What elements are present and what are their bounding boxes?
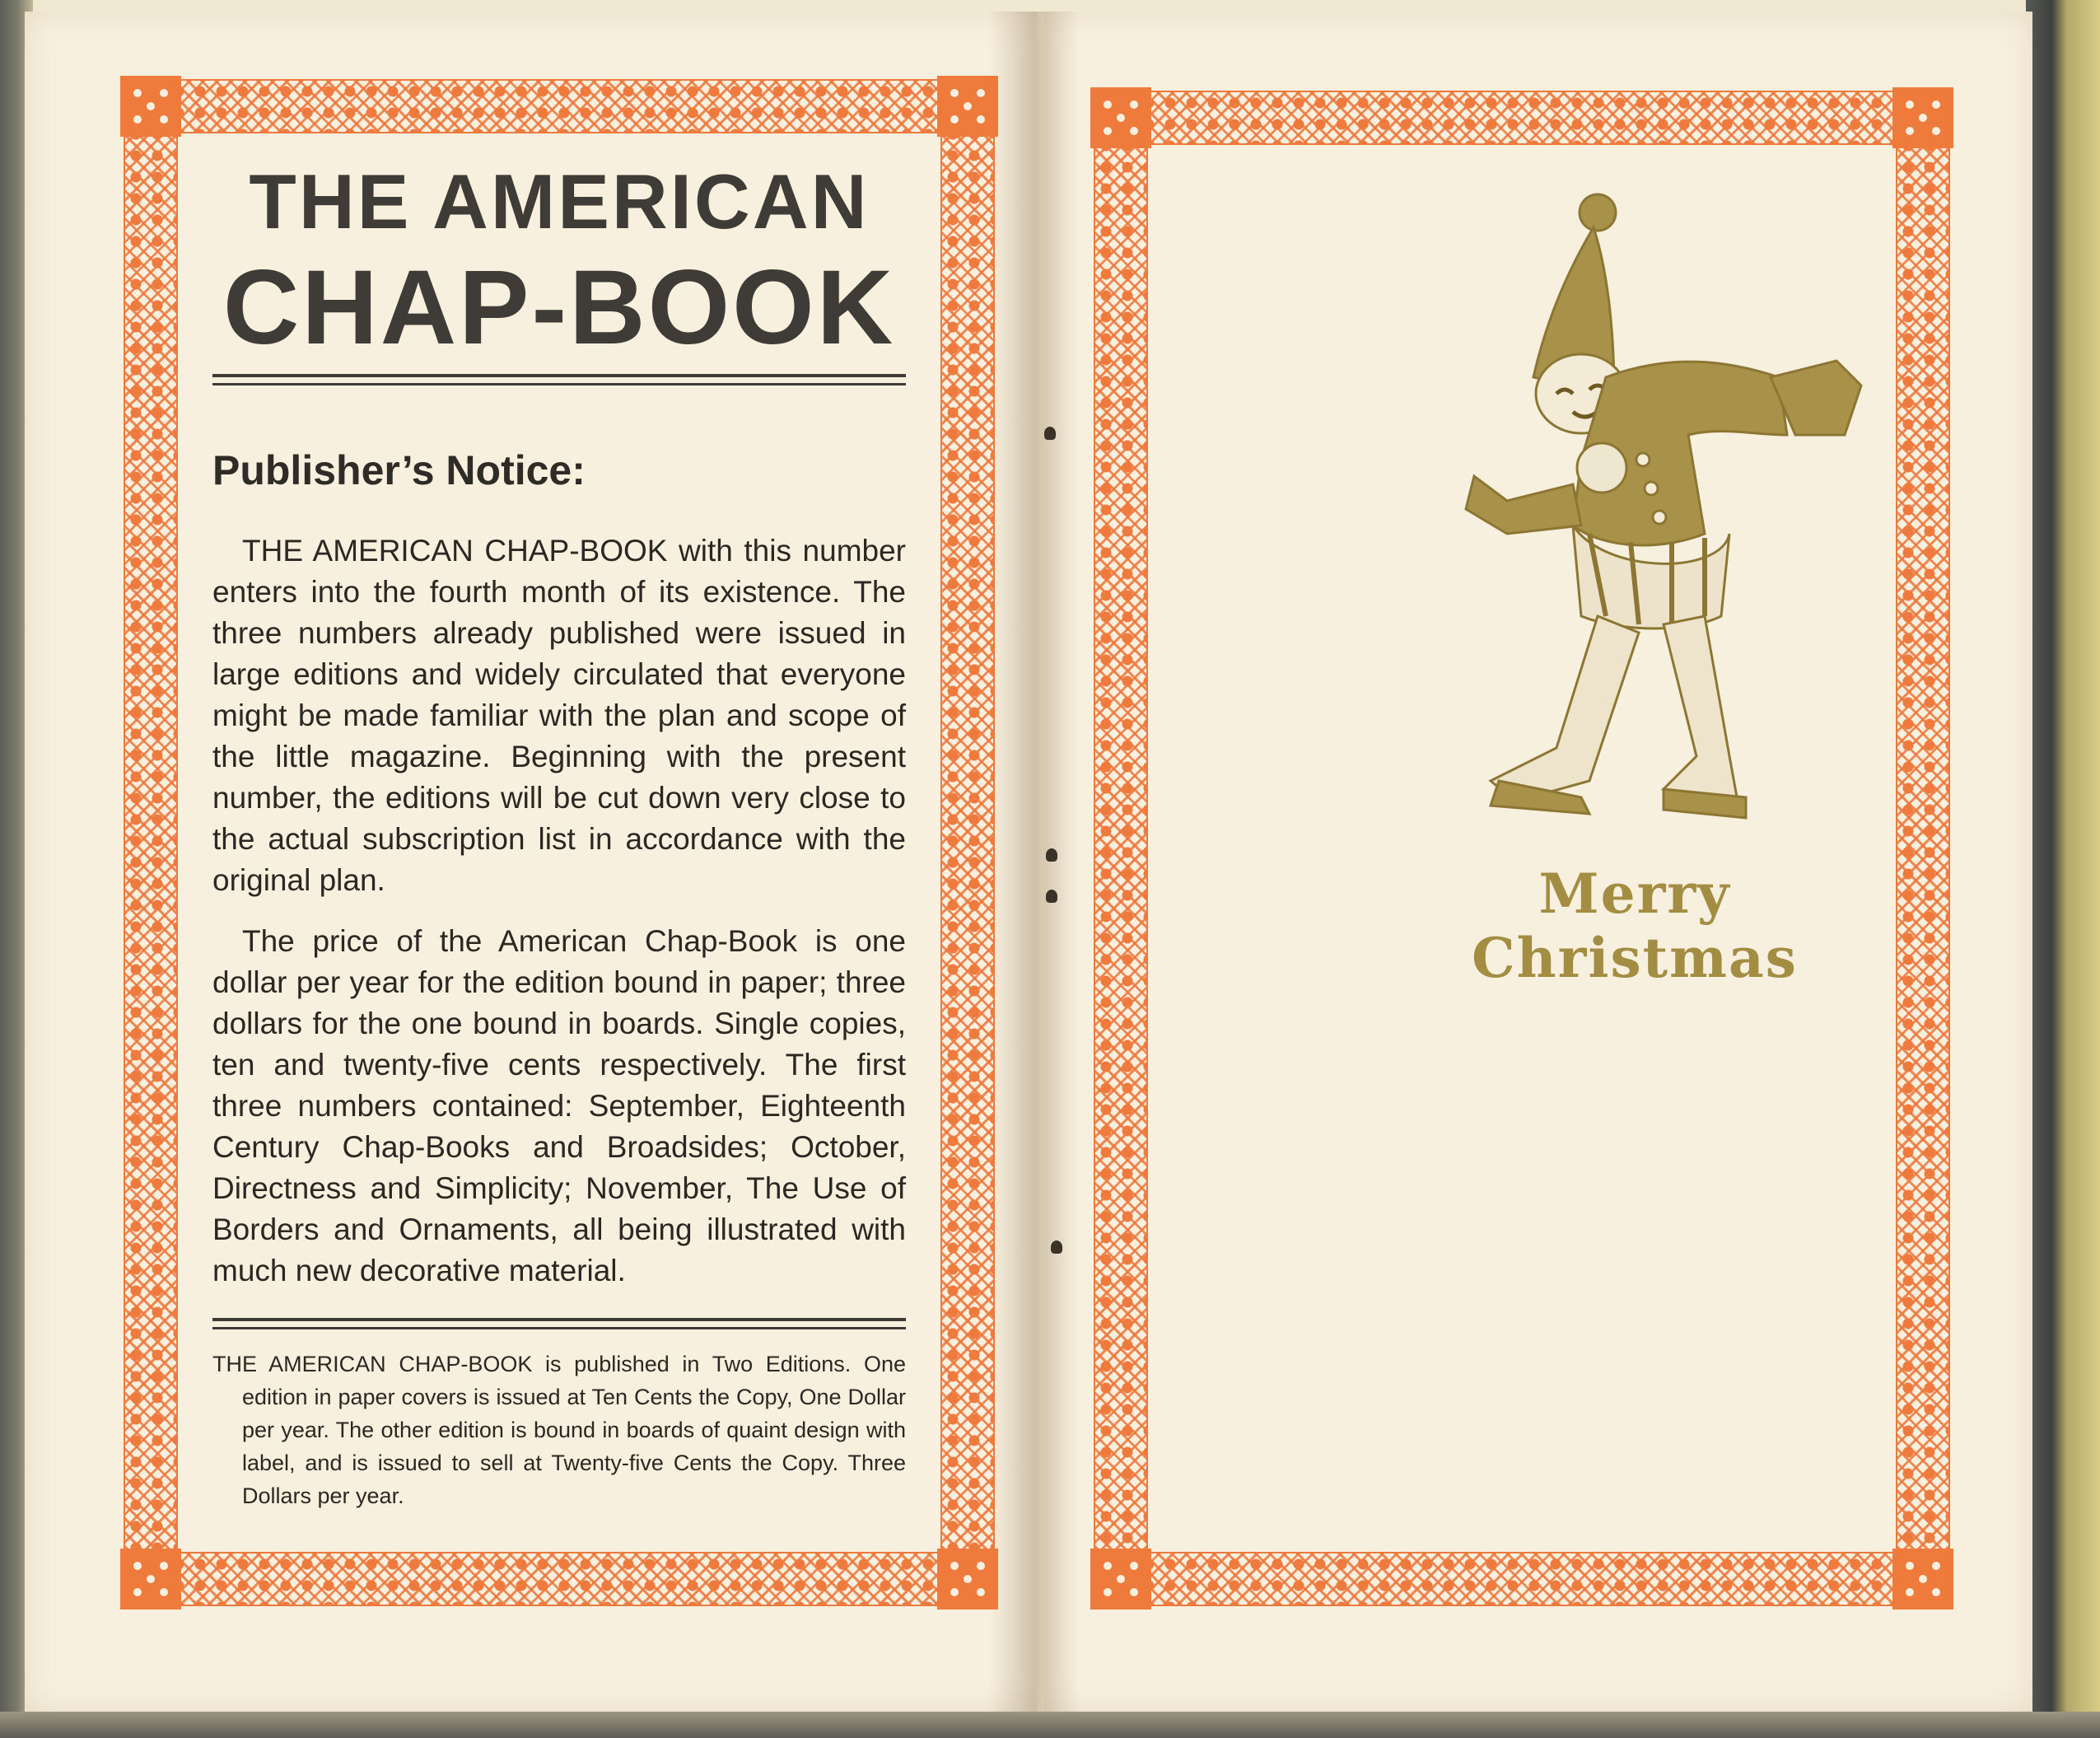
border-band-bottom [1094,1552,1950,1606]
double-rule-divider [212,1318,906,1329]
notice-paragraph-1: THE AMERICAN CHAP-BOOK with this number enters into the fourth month of its existence. The three numbers already published were issued in large editions and widely circulated that everyone might be made familiar with the plan and scope of the little magazine. Beginning with the present number, the editions will be cut down very close to the actual subscription list in accordance with the original plan. [212,534,906,897]
jester-leg-left-icon [1491,616,1639,801]
jester-illustration [1458,188,1886,855]
notice-paragraph-2: The price of the American Chap-Book is one dollar per year for the edition bound in paper; three dollars for the one bound in boards. Single copies, ten and twenty-five cents respectively. The first three numbers contained: September, Eighteenth Century Chap-Books and Broadsides; October, Directness and Simplicity; November, The Use of Borders and Ornaments, all being illustrated with much new decorative material. [212,924,906,1287]
border-corner-ornament [937,1549,998,1610]
border-band-right [940,79,995,1606]
border-band-top [1094,91,1950,145]
masthead-line-2: CHAP-BOOK [222,249,896,367]
border-band-left [124,79,178,1606]
border-band-left [1094,91,1148,1606]
jester-arm-left-icon [1466,476,1581,534]
binding-stitch [1051,1240,1062,1254]
border-corner-ornament [1892,87,1953,148]
book-cover-edge-bottom [0,1712,2100,1738]
border-corner-ornament [1892,1549,1953,1610]
border-corner-ornament [1090,87,1151,148]
binding-stitch [1046,890,1057,903]
border-corner-ornament [120,76,181,137]
masthead-line-1: THE AMERICAN [249,158,870,245]
binding-stitch [1046,848,1057,862]
book-cover-edge-right [2026,0,2100,1738]
hat-pompom-icon [1580,194,1616,231]
editions-footnote: THE AMERICAN CHAP-BOOK is published in Two Editions. One edition in paper covers is issued at Ten Cents the Copy, One Dollar per year. The other edition is bound in boards of quaint design with label, and is issued to sell at Twenty-five Cents the Copy. Three Dollars per year. [212,1352,906,1508]
notice-heading: Publisher’s Notice: [212,447,586,493]
border-band-bottom [124,1552,995,1606]
border-band-right [1896,91,1950,1606]
double-rule-divider [212,374,906,385]
border-corner-ornament [937,76,998,137]
greeting-text: Merry Christmas [1472,862,1798,990]
border-band-top [124,79,995,133]
border-corner-ornament [120,1549,181,1610]
binding-stitch [1044,427,1056,440]
border-corner-ornament [1090,1549,1151,1610]
jester-leg-right-icon [1664,616,1738,801]
book-gutter [988,12,1079,1712]
